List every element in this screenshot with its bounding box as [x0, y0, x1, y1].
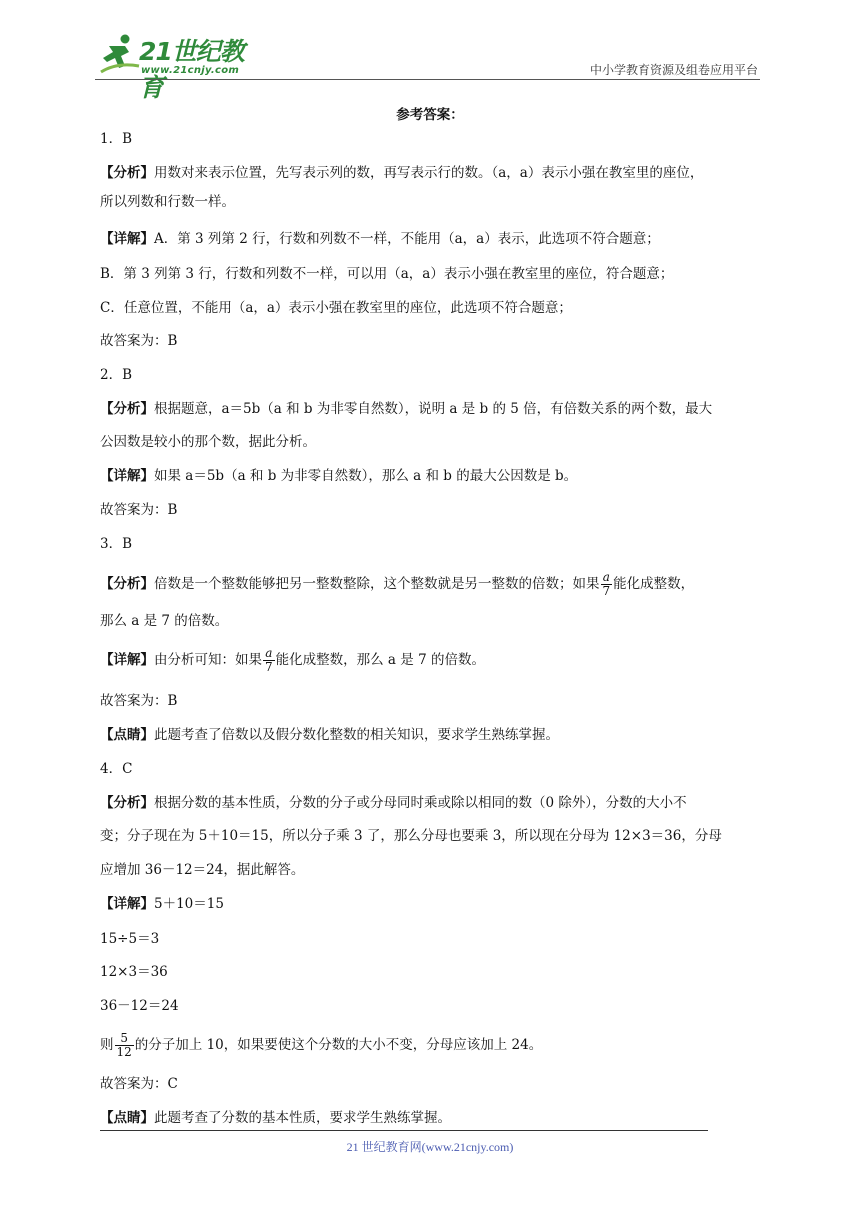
q3-note-text: 此题考查了倍数以及假分数化整数的相关知识，要求学生熟练掌握。: [154, 727, 559, 743]
logo-title: 21世纪教育: [139, 37, 244, 102]
fraction-5-over-12: [115, 1032, 134, 1059]
q3-detail-text-a: 由分析可知：如果: [154, 652, 262, 668]
q1-answer: 1．B: [100, 131, 133, 147]
q2-detail: [100, 467, 577, 485]
q3-analysis-text-1a: 倍数是一个整数能够把另一整数整除，这个整数就是另一整数的倍数；如果: [154, 576, 600, 592]
q3-detail: [100, 642, 485, 678]
q4-analysis-text-1: 根据分数的基本性质，分数的分子或分母同时乘或除以相同的数（0 除外），分数的大小不: [154, 795, 687, 811]
note-tag: 【点睛】: [100, 1110, 154, 1126]
fraction-numerator: a: [263, 647, 275, 661]
q1-detail-a: A．第 3 列第 2 行，行数和列数不一样，不能用（a，a）表示，此选项不符合题意；: [154, 231, 660, 247]
q4-result-text-a: 则: [100, 1037, 114, 1053]
note-tag: 【点睛】: [100, 727, 154, 743]
q3-analysis-text-2: 那么 a 是 7 的倍数。: [100, 613, 229, 629]
q4-analysis-text-3: 应增加 36－12＝24，据此解答。: [100, 862, 305, 878]
fraction-denominator: 12: [116, 1045, 132, 1059]
answer-key-title: 参考答案：: [396, 107, 464, 123]
fraction-denominator: 7: [265, 660, 273, 674]
analysis-tag: 【分析】: [100, 795, 154, 811]
fraction-a-over-7: [601, 571, 613, 598]
q4-detail: [100, 895, 224, 913]
q1-detail-c: C．任意位置，不能用（a，a）表示小强在教室里的座位，此选项不符合题意；: [100, 300, 572, 316]
q4-result: [100, 1027, 542, 1063]
q3-conclusion: 故答案为：B: [100, 693, 178, 709]
q4-detail-step-2: 15÷5＝3: [100, 931, 160, 947]
fraction-numerator: 5: [115, 1032, 134, 1046]
page-header: [95, 30, 760, 102]
detail-tag: 【详解】: [100, 231, 154, 247]
q2-detail-text: 如果 a＝5b（a 和 b 为非零自然数），那么 a 和 b 的最大公因数是 b。: [154, 468, 578, 484]
q3-note: [100, 726, 559, 744]
q4-note: [100, 1109, 451, 1127]
site-logo: [95, 32, 265, 102]
analysis-tag: 【分析】: [100, 401, 154, 417]
runner-logo-icon: [95, 32, 141, 76]
analysis-tag: 【分析】: [100, 576, 154, 592]
detail-tag: 【详解】: [100, 896, 154, 912]
detail-tag: 【详解】: [100, 468, 154, 484]
q3-detail-text-b: 能化成整数，那么 a 是 7 的倍数。: [275, 652, 485, 668]
analysis-tag: 【分析】: [100, 165, 154, 181]
q2-analysis-text-2: 公因数是较小的那个数，据此分析。: [100, 434, 316, 450]
fraction-numerator: a: [601, 571, 613, 585]
q2-conclusion: 故答案为：B: [100, 502, 178, 518]
footer-link[interactable]: 21 世纪教育网(www.21cnjy.com): [346, 1140, 514, 1154]
q1-detail-b: B．第 3 列第 3 行，行数和列数不一样，可以用（a，a）表示小强在教室里的座位，符合题意；: [100, 266, 674, 282]
q1-analysis-text-1: 用数对来表示位置，先写表示列的数，再写表示行的数。（a，a）表示小强在教室里的座位，: [154, 165, 704, 181]
header-divider: [95, 79, 760, 80]
q1-analysis: [100, 164, 703, 182]
q4-note-text: 此题考查了分数的基本性质，要求学生熟练掌握。: [154, 1110, 451, 1126]
q4-detail-step-1: 5＋10＝15: [154, 896, 224, 912]
q2-analysis-text-1: 根据题意，a＝5b（a 和 b 为非零自然数），说明 a 是 b 的 5 倍，有倍数关系的两个数，最大: [154, 401, 713, 417]
logo-url: www.21cnjy.com: [141, 65, 240, 76]
fraction-denominator: 7: [602, 584, 611, 598]
header-tagline: 中小学教育资源及组卷应用平台: [589, 63, 758, 77]
q4-detail-step-3: 12×3＝36: [100, 964, 168, 980]
q3-analysis-text-1b: 能化成整数，: [613, 576, 695, 592]
footer-divider: [100, 1130, 708, 1131]
q4-analysis-text-2: 变；分子现在为 5＋10＝15，所以分子乘 3 了，那么分母也要乘 3，所以现在分母为 12×3＝36，分母: [100, 828, 722, 844]
fraction-a-over-7: [263, 647, 275, 674]
q1-analysis-text-2: 所以列数和行数一样。: [100, 194, 235, 210]
q2-analysis: [100, 400, 712, 418]
q2-answer: 2．B: [100, 367, 133, 383]
q4-detail-step-4: 36－12＝24: [100, 998, 179, 1014]
detail-tag: 【详解】: [100, 652, 154, 668]
q4-conclusion: 故答案为：C: [100, 1076, 178, 1092]
q3-analysis: [100, 566, 694, 602]
q4-answer: 4．C: [100, 761, 133, 777]
q4-analysis: [100, 794, 687, 812]
q4-result-text-b: 的分子加上 10，如果要使这个分数的大小不变，分母应该加上 24。: [134, 1037, 543, 1053]
q3-answer: 3．B: [100, 536, 133, 552]
q1-conclusion: 故答案为：B: [100, 333, 178, 349]
q1-detail: [100, 230, 660, 248]
